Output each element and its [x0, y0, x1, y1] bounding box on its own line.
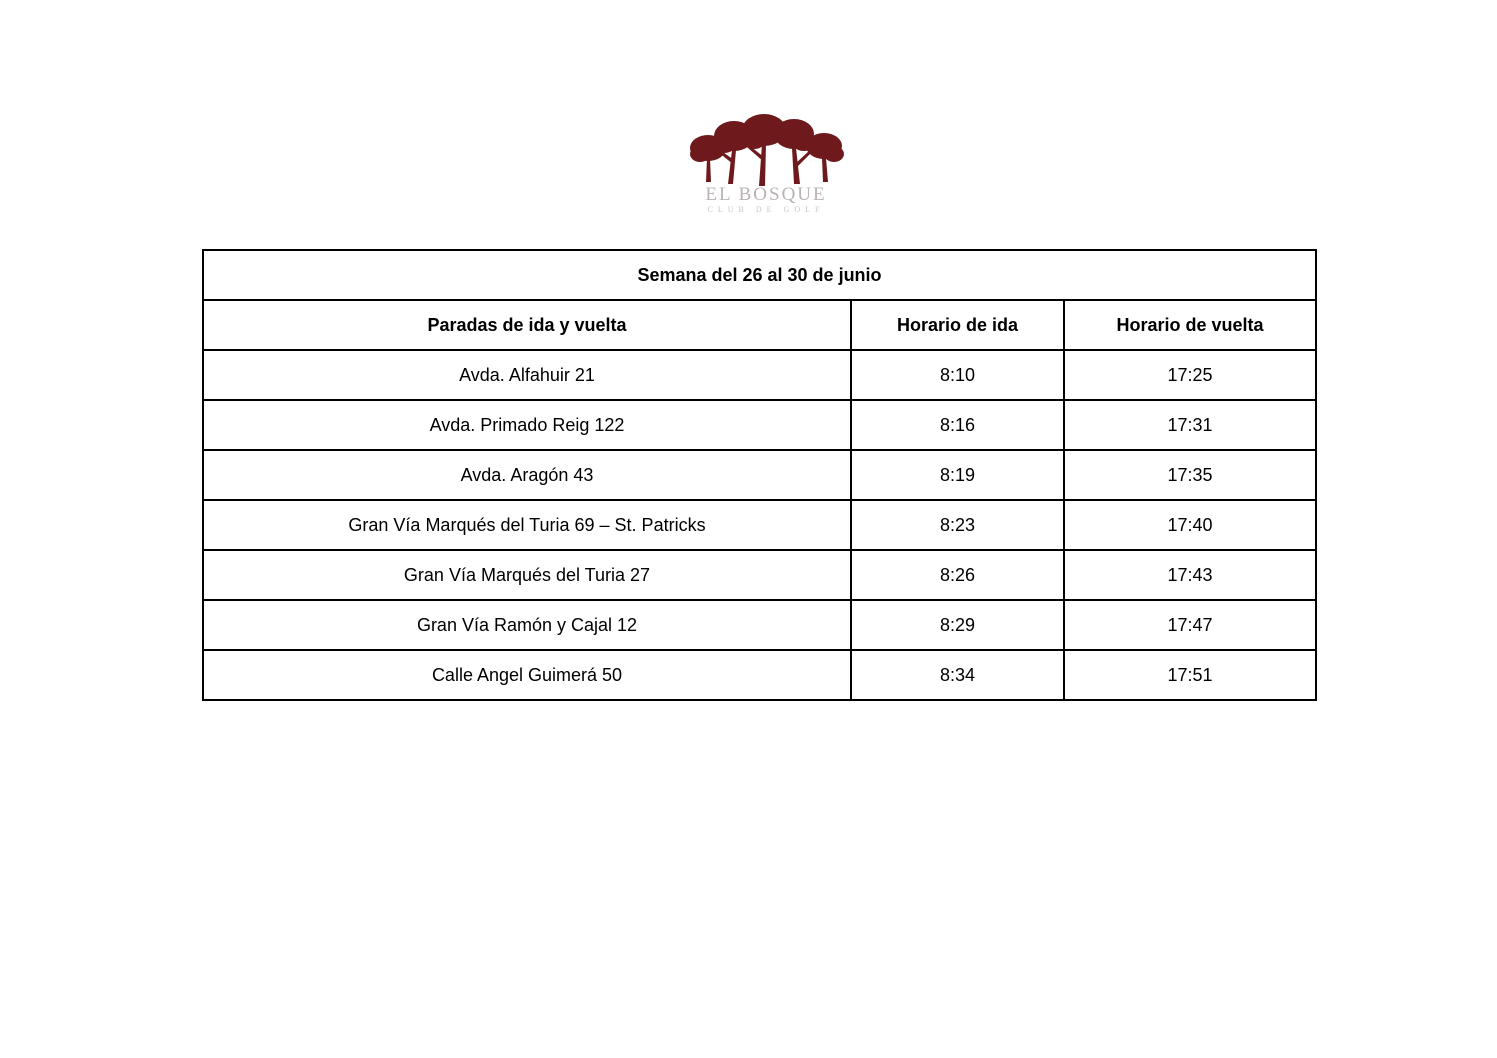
return-time: 17:25 [1064, 350, 1316, 400]
table-row [203, 400, 1316, 450]
outbound-time: 8:23 [851, 500, 1064, 550]
return-time: 17:51 [1064, 650, 1316, 700]
outbound-time: 8:10 [851, 350, 1064, 400]
return-time: 17:40 [1064, 500, 1316, 550]
stop-name: Avda. Aragón 43 [203, 450, 851, 500]
club-logo [686, 112, 846, 216]
stop-name: Gran Vía Marqués del Turia 69 – St. Patricks [203, 500, 851, 550]
stop-name: Gran Vía Ramón y Cajal 12 [203, 600, 851, 650]
table-row [203, 600, 1316, 650]
outbound-time: 8:26 [851, 550, 1064, 600]
outbound-time: 8:29 [851, 600, 1064, 650]
return-time: 17:31 [1064, 400, 1316, 450]
stop-name: Avda. Alfahuir 21 [203, 350, 851, 400]
stop-name: Gran Vía Marqués del Turia 27 [203, 550, 851, 600]
logo-subtitle: CLUB DE GOLF [707, 205, 825, 214]
outbound-time: 8:16 [851, 400, 1064, 450]
table-row [203, 650, 1316, 700]
trees-icon [686, 112, 846, 188]
header-outbound-time: Horario de ida [851, 300, 1064, 350]
table-row [203, 550, 1316, 600]
outbound-time: 8:19 [851, 450, 1064, 500]
table-row [203, 450, 1316, 500]
return-time: 17:47 [1064, 600, 1316, 650]
stop-name: Calle Angel Guimerá 50 [203, 650, 851, 700]
header-return-time: Horario de vuelta [1064, 300, 1316, 350]
return-time: 17:35 [1064, 450, 1316, 500]
table-row [203, 350, 1316, 400]
outbound-time: 8:34 [851, 650, 1064, 700]
stop-name: Avda. Primado Reig 122 [203, 400, 851, 450]
table-title: Semana del 26 al 30 de junio [203, 250, 1316, 300]
table-row [203, 500, 1316, 550]
table-title-row [203, 250, 1316, 300]
bus-schedule-table [202, 249, 1317, 701]
return-time: 17:43 [1064, 550, 1316, 600]
table-header-row [203, 300, 1316, 350]
header-stops: Paradas de ida y vuelta [203, 300, 851, 350]
logo-title: EL BOSQUE [705, 184, 827, 205]
